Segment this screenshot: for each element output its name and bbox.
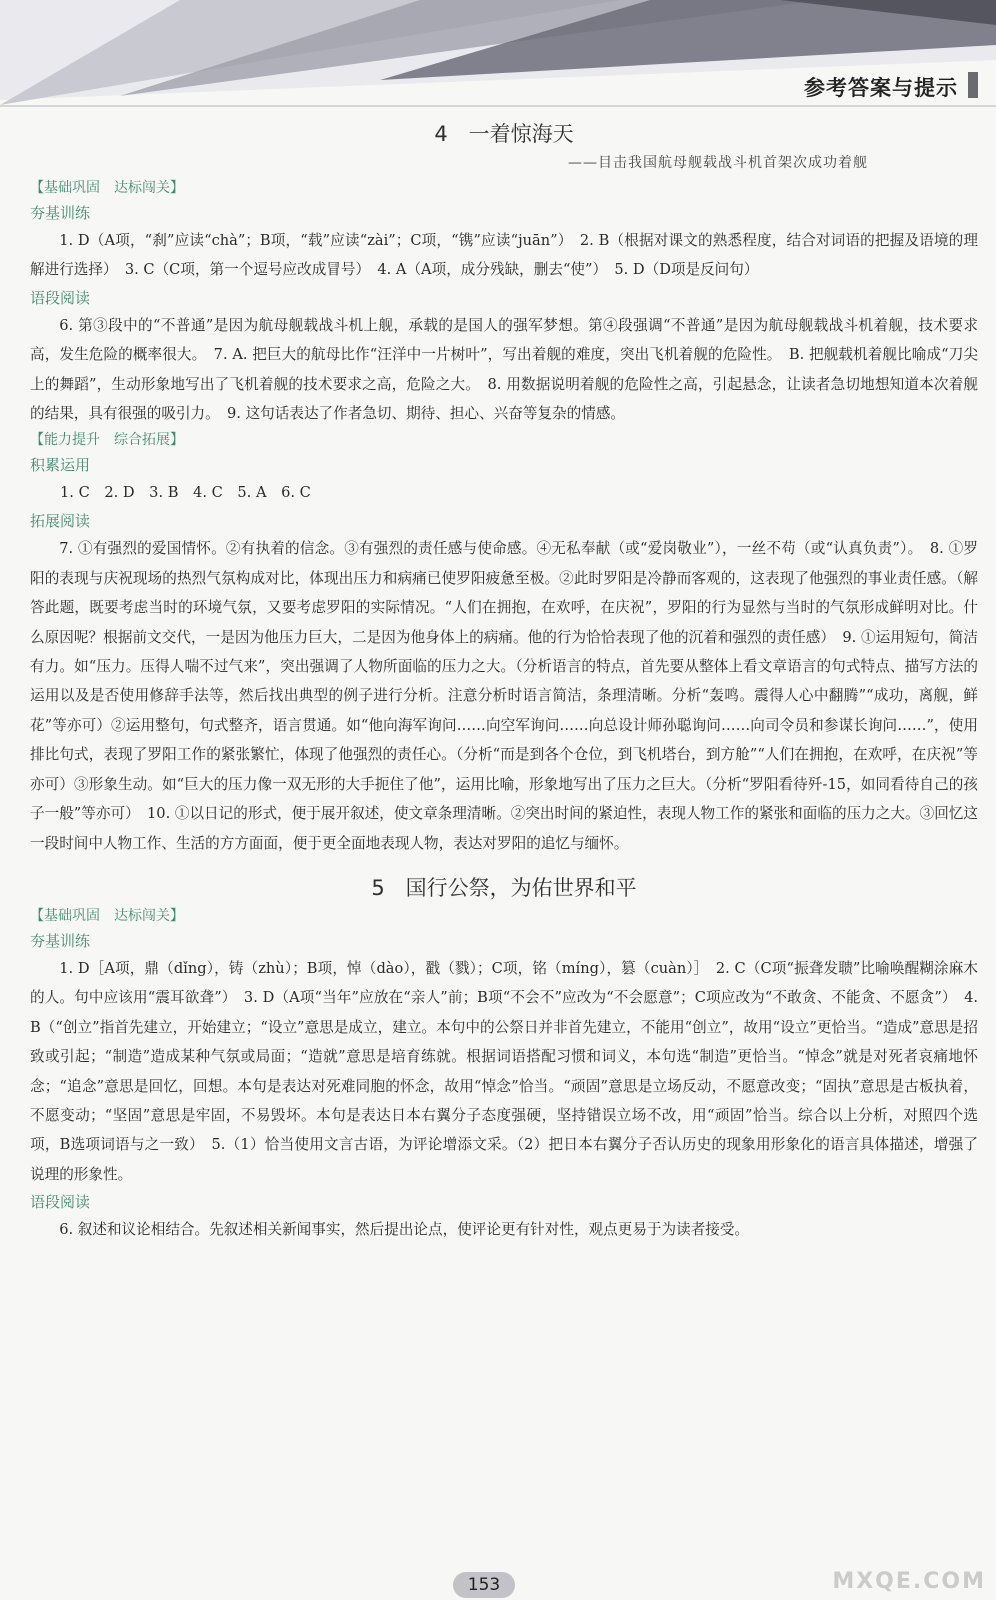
page-number-badge: 153 (453, 1572, 515, 1598)
lesson-4-sub-extended: 拓展阅读 (30, 512, 91, 531)
lesson-4-sub-training: 夯基训练 (30, 204, 91, 222)
lesson-4-section-basic: 【基础巩固 达标闯关】 (30, 180, 184, 196)
answer-content (30, 112, 978, 1245)
lesson-4-title: 4 一着惊海天 (434, 122, 574, 146)
lesson-4-accumulate-answers: 1. C 2. D 3. B 4. C 5. A 6. C (60, 484, 311, 502)
header-accent-bar (968, 72, 978, 98)
lesson-4-subtitle: ——目击我国航母舰载战斗机首架次成功着舰 (568, 155, 868, 171)
lesson-4-section-advanced: 【能力提升 综合拓展】 (30, 432, 184, 449)
lesson-4-extended-answers: 7. ①有强烈的爱国情怀。②有执着的信念。③有强烈的责任感与使命感。④无私奉献（或“爱岗敬业”），一丝不苟（或“认真负责”）。 8. ①罗阳的表现与庆祝现场的热烈气氛构成对比，体现出压力和病痛已使罗阳疲惫至极。②此时罗阳是冷静而客观的，这表现了他强烈的事业责任感。（解答此题，既要考虑当时的环境气氛，又要考虑罗阳的实际情况。“人们在拥抱，在欢呼，在庆祝”，罗阳的行为显然与当时的气氛形成鲜明对比。什么原因呢？根据前文交代，一是因为他压力巨大，二是因为他身体上的病痛。他的行为恰恰表现了他的沉着和强烈的责任感） 9. ①运用短句，简洁有力。如“压力。压得人喘不过气来”，突出强调了人物所面临的压力之大。（分析语言的特点，首先要从整体上看文章语言的句式特点、描写方法的运用以及是否使用修辞手法等，然后找出典型的例子进行分析。注意分析时语言简洁，条理清晰。分析“轰鸣。震得人心中翻腾”“成功，离舰，鲜花”等亦可）②运用整句，句式整齐，语言贯通。如“他向海军询问……向空军询问……向总设计师孙聪询问……向司令员和参谋长询问……”，使用排比句式，表现了罗阳工作的紧张繁忙，体现了他强烈的责任心。（分析“而是到各个仓位，到飞机塔台，到方舱”“人们在拥抱，在欢呼，在庆祝”等亦可）③形象生动。如“巨大的压力像一双无形的大手扼住了他”，运用比喻，形象地写出了压力之巨大。（分析“罗阳看待歼-15，如同看待自己的孩子一般”等亦可） 10. ①以日记的形式，便于展开叙述，使文章条理清晰。②突出时间的紧迫性，表现人物工作的紧张和面临的压力之大。③回忆这一段时间中人物工作、生活的方方面面，便于更全面地表现人物，表达对罗阳的追忆与缅怀。 (30, 540, 978, 852)
page-header-title: 参考答案与提示 (804, 76, 958, 100)
lesson-4-sub-accumulate: 积累运用 (30, 456, 91, 475)
site-watermark: MXQE.COM (832, 1569, 986, 1594)
lesson-5-sub-training: 夯基训练 (30, 931, 91, 950)
lesson-5-sub-reading: 语段阅读 (30, 1193, 91, 1212)
lesson-4-basic-answers: 1. D（A项，“刹”应读“chà”；B项，“载”应读“zài”；C项，“镌”应读“juān”） 2. B（根据对课文的熟悉程度，结合对词语的把握及语境的理解进行选择） 3. C（C项，第一个逗号应改成冒号） 4. A（A项，成分残缺，删去“使”） 5. D（D项是反问句） (30, 232, 978, 279)
lesson-4-sub-reading: 语段阅读 (30, 288, 91, 307)
lesson-5-section-basic: 【基础巩固 达标闯关】 (30, 907, 184, 924)
lesson-5-title: 5 国行公祭，为佑世界和平 (371, 875, 637, 900)
lesson-4-reading-answers: 6. 第③段中的“不普通”是因为航母舰载战斗机上舰，承载的是国人的强军梦想。第④段强调“不普通”是因为航母舰载战斗机着舰，技术要求高，发生危险的概率很大。 7. A. 把巨大的航母比作“汪洋中一片树叶”，写出着舰的难度，突出飞机着舰的危险性。 B. 把舰载机着舰比喻成“刀尖上的舞蹈”，生动形象地写出了飞机着舰的技术要求之高，危险之大。 8. 用数据说明着舰的危险性之高，引起悬念，让读者急切地想知道本次着舰的结果，具有很强的吸引力。 9. 这句话表达了作者急切、期待、担心、兴奋等复杂的情感。 (30, 316, 978, 423)
lesson-5-basic-answers: 1. D［A项，鼎（dǐng），铸（zhù）；B项，悼（dào），戳（戮）；C项，铭（míng），篡（cuàn）］ 2. C（C项“振聋发聩”比喻唤醒糊涂麻木的人。句中应该用“震耳欲聋”） 3. D（A项“当年”应放在“亲人”前；B项“不会不”应改为“不会愿意”；C项应改为“不敢贪、不能贪、不愿贪”） 4. B（“创立”指首先建立，开始建立；“设立”意思是成立，建立。本句中的公祭日并非首先建立，不能用“创立”，故用“设立”更恰当。“造成”意思是招致或引起；“制造”造成某种气氛或局面；“造就”意思是培育练就。根据词语搭配习惯和词义，本句选“制造”更恰当。“悼念”就是对死者哀痛地怀念；“追念”意思是回忆，回想。本句是表达对死难同胞的怀念，故用“悼念”恰当。“顽固”意思是立场反动，不愿意改变；“固执”意思是古板执着，不愿变动；“坚固”意思是牢固，不易毁坏。本句是表达日本右翼分子态度强硬，坚持错误立场不改，用“顽固”恰当。综合以上分析，对照四个选项，B选项词语与之一致） 5.（1）恰当使用文言古语，为评论增添文采。（2）把日本右翼分子否认历史的现象用形象化的语言具体描述，增强了说理的形象性。 (30, 959, 978, 1183)
lesson-5-reading-answers: 6. 叙述和议论相结合。先叙述相关新闻事实，然后提出论点，使评论更有针对性，观点更易于为读者接受。 (59, 1221, 750, 1239)
